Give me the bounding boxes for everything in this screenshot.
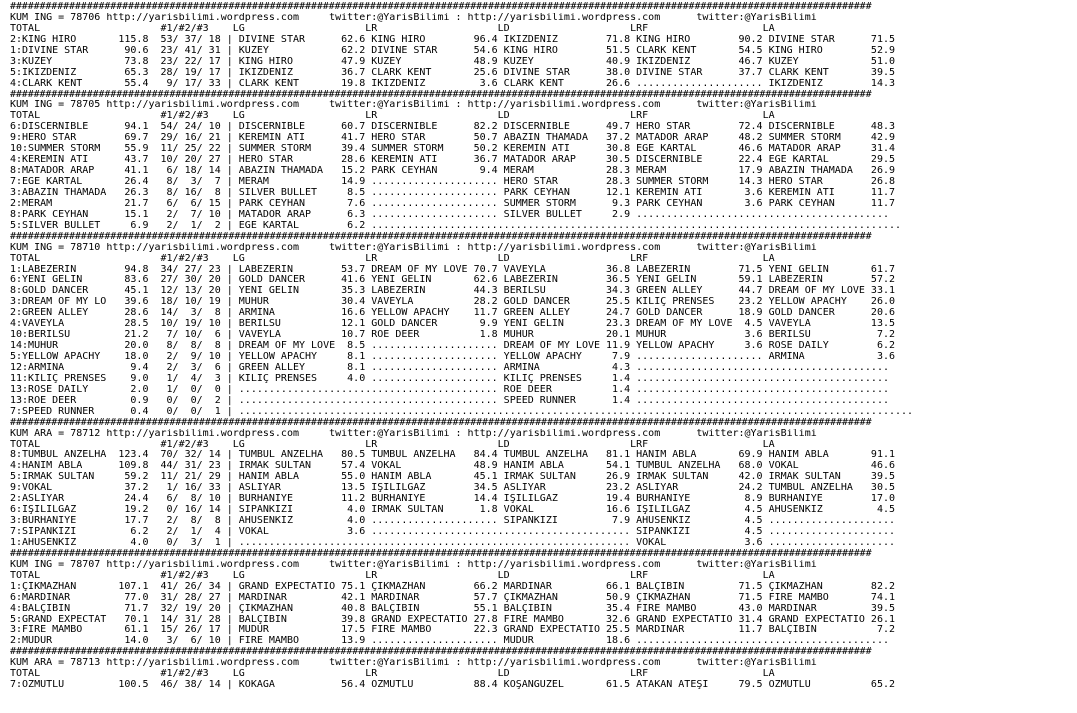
data-row: 2:GREEN ALLEY 28.6 14/ 3/ 8 | ARMINA 16.6 YELLOW APACHY 11.7 GREEN ALLEY 24.7 GOLD DANCER 18.9 GOLD DANCER 20.6 bbox=[10, 308, 896, 319]
data-row: 11:KILIÇ PRENSES 9.0 1/ 4/ 3 | KILIÇ PRENSES 4.0 ..................... KILIÇ PRENSES 1.4 .......................................... bbox=[10, 373, 889, 384]
data-row: 8:PARK CEYHAN 15.1 2/ 7/ 10 | MATADOR ARAP 6.3 ..................... SILVER BULLET 2.9 .......................................... bbox=[10, 209, 889, 220]
separator-line: ################################################################################################################################################## bbox=[10, 2, 872, 12]
column-header: TOTAL #1/#2/#3 LG LR LD LRF LA bbox=[10, 23, 775, 34]
data-row: 14:MÜHÜR 20.0 8/ 8/ 8 | DREAM OF MY LOVE 8.5 ..................... DREAM OF MY LOVE 11.9 YELLOW APACHY 3.6 ROSE DAILY 6.2 bbox=[10, 341, 896, 352]
data-row: 4:HANIM ABLA 109.8 44/ 31/ 23 | IRMAK SULTAN 57.4 VOKAL 48.9 HANIM ABLA 54.1 TUMBUL ANZELHA 68.0 VOKAL 46.6 bbox=[10, 461, 896, 472]
data-row: 1:LABEZERIN 94.8 34/ 27/ 23 | LABEZERIN 53.7 DREAM OF MY LOVE 70.7 VAVEYLA 36.8 LABEZERIN 71.5 YENİ GELİN 61.7 bbox=[10, 264, 896, 275]
data-row: 7:ÖZMUTLU 100.5 46/ 38/ 14 | KOKAĞA 56.4 ÖZMUTLU 88.4 KOŞANGÜZEL 61.5 ATAKAN ATEŞİ 79.5 ÖZMUTLU 65.2 bbox=[10, 680, 896, 691]
data-row: 9:HERO STAR 69.7 29/ 16/ 21 | KEREMİN ATI 41.7 HERO STAR 50.7 ABAZIN THAMADA 37.2 MATADOR ARAP 48.2 SUMMER STORM 42.9 bbox=[10, 133, 896, 144]
data-row: 8:MATADOR ARAP 41.1 6/ 18/ 14 | ABAZIN THAMADA 15.2 PARK CEYHAN 9.4 MERAM 28.3 MERAM 17.9 ABAZIN THAMADA 26.9 bbox=[10, 166, 896, 177]
data-row: 13:ROE DEER 0.9 0/ 0/ 2 | ........................................... SPEED RUNNER 1.4 .......................................... bbox=[10, 395, 889, 406]
race-header: KUM ARA = 78712 http://yarisbilimi.wordpress.com twitter:@YarisBilimi : http://yarisbilimi.wordpress.com twitter:@YarisBilimi bbox=[10, 428, 817, 439]
separator-line: ################################################################################################################################################## bbox=[10, 647, 872, 658]
data-row: 6:IŞILILGAZ 19.2 0/ 16/ 14 | SİPANKIZI 4.0 IRMAK SULTAN 1.8 VOKAL 16.6 IŞILILGAZ 4.5 AHUSENKIZ 4.5 bbox=[10, 505, 896, 516]
data-row: 12:ARMINA 9.4 2/ 3/ 6 | GREEN ALLEY 8.1 ..................... ARMINA 4.3 .......................................... bbox=[10, 362, 889, 373]
column-header: TOTAL #1/#2/#3 LG LR LD LRF LA bbox=[10, 253, 775, 264]
data-row: 10:SUMMER STORM 55.9 11/ 25/ 22 | SUMMER STORM 39.4 SUMMER STORM 50.2 KEREMİN ATI 30.8 EGE KARTAL 46.6 MATADOR ARAP 31.4 bbox=[10, 144, 896, 155]
data-row: 2:KING HIRO 115.8 53/ 37/ 18 | DIVINE STAR 62.6 KING HIRO 96.4 İKİZDENİZ 71.8 KING HIRO 90.2 DIVINE STAR 71.5 bbox=[10, 34, 896, 45]
data-row: 3:FIRE MAMBO 61.1 15/ 26/ 17 | MÜDÜR 17.5 FIRE MAMBO 22.3 GRAND EXPECTATIO 25.5 MARDINAR 11.7 BALÇIBİN 7.2 bbox=[10, 625, 896, 636]
data-row: 13:ROSE DAILY 2.0 1/ 0/ 0 | ........................................... ROE DEER 1.4 .......................................... bbox=[10, 384, 889, 395]
data-row: 8:TUMBUL ANZELHA 123.4 70/ 32/ 14 | TUMBUL ANZELHA 80.5 TUMBUL ANZELHA 84.4 TUMBUL ANZELHA 81.1 HANIM ABLA 69.9 HANIM ABLA 91.1 bbox=[10, 450, 896, 461]
data-row: 8:GOLD DANCER 45.1 12/ 13/ 20 | YENİ GELİN 35.3 LABEZERIN 44.3 BERİLSU 34.3 GREEN ALLEY 44.7 DREAM OF MY LOVE 33.1 bbox=[10, 286, 896, 297]
data-row: 1:AHUSENKIZ 4.0 0/ 3/ 1 | ................................................................. VOKAL 3.6 ..................... bbox=[10, 537, 896, 548]
column-header: TOTAL #1/#2/#3 LG LR LD LRF LA bbox=[10, 111, 775, 122]
data-row: 2:MERAM 21.7 6/ 6/ 15 | PARK CEYHAN 7.6 ..................... SUMMER STORM 9.3 PARK CEYHAN 3.6 PARK CEYHAN 11.7 bbox=[10, 198, 896, 209]
data-row: 5:GRAND EXPECTAT 70.1 14/ 31/ 28 | BALÇIBİN 39.8 GRAND EXPECTATIO 27.8 FIRE MAMBO 32.6 GRAND EXPECTATIO 31.4 GRAND EXPECTATIO 26.1 bbox=[10, 614, 896, 625]
data-row: 2:ASLIYAR 24.4 6/ 8/ 10 | BURHANİYE 11.2 BURHANİYE 14.4 IŞILILGAZ 19.4 BURHANİYE 8.9 BURHANİYE 17.0 bbox=[10, 494, 896, 505]
race-header: KUM ING = 78706 http://yarisbilimi.wordpress.com twitter:@YarisBilimi : http://yarisbilimi.wordpress.com twitter:@YarisBilimi bbox=[10, 12, 817, 23]
data-row: 10:BERİLSU 21.2 7/ 10/ 6 | VAVEYLA 10.7 ROE DEER 1.8 MÜHÜR 20.1 MÜHÜR 3.6 BERİLSU 7.2 bbox=[10, 330, 896, 341]
data-row: 7:EGE KARTAL 26.4 8/ 3/ 7 | MERAM 14.9 ..................... HERO STAR 28.3 SUMMER STORM 14.3 HERO STAR 26.8 bbox=[10, 177, 896, 187]
data-row: 4:VAVEYLA 28.5 10/ 19/ 10 | BERİLSU 12.1 GOLD DANCER 9.9 YENİ GELİN 23.3 DREAM OF MY LOVE 4.5 VAVEYLA 13.5 bbox=[10, 319, 896, 330]
separator-line: ################################################################################################################################################## bbox=[10, 89, 872, 100]
data-row: 5:YELLOW APACHY 18.0 2/ 9/ 10 | YELLOW APACHY 8.1 ..................... YELLOW APACHY 7.9 ..................... ARMINA 3.6 bbox=[10, 352, 896, 362]
data-row: 3:BURHANİYE 17.7 2/ 8/ 8 | AHUSENKIZ 4.0 ..................... SİPANKIZI 7.9 AHUSENKIZ 4.5 ..................... bbox=[10, 516, 896, 527]
column-header: TOTAL #1/#2/#3 LG LR LD LRF LA bbox=[10, 669, 775, 680]
data-row: 1:DIVINE STAR 90.6 23/ 41/ 31 | KUZEY 62.2 DIVINE STAR 54.6 KING HIRO 51.5 CLARK KENT 54.5 KING HIRO 52.9 bbox=[10, 45, 896, 56]
data-row: 6:DISCERNIBLE 94.1 54/ 24/ 10 | DISCERNIBLE 60.7 DISCERNIBLE 82.2 DISCERNIBLE 49.7 HERO STAR 72.4 DISCERNIBLE 48.3 bbox=[10, 122, 896, 133]
column-header: TOTAL #1/#2/#3 LG LR LD LRF LA bbox=[10, 439, 775, 450]
data-row: 4:CLARK KENT 55.4 9/ 17/ 33 | CLARK KENT 19.8 İKİZDENİZ 3.6 CLARK KENT 26.6 ..................... İKİZDENİZ 14.3 bbox=[10, 78, 896, 89]
data-row: 4:BALÇIBİN 71.7 32/ 19/ 20 | ÇIKMAZHAN 40.8 BALÇIBİN 55.1 BALÇIBİN 35.4 FIRE MAMBO 43.0 MARDINAR 39.5 bbox=[10, 603, 896, 614]
data-row: 2:MÜDÜR 14.0 3/ 6/ 10 | FIRE MAMBO 13.9 ..................... MÜDÜR 18.6 .......................................... bbox=[10, 636, 889, 647]
race-header: KUM ING = 78705 http://yarisbilimi.wordpress.com twitter:@YarisBilimi : http://yarisbilimi.wordpress.com twitter:@YarisBilimi bbox=[10, 100, 817, 111]
data-row: 6:MARDINAR 77.0 31/ 28/ 27 | MARDINAR 42.1 MARDINAR 57.7 ÇIKMAZHAN 50.9 ÇIKMAZHAN 71.5 FIRE MAMBO 74.1 bbox=[10, 592, 896, 603]
race-header: KUM ING = 78710 http://yarisbilimi.wordpress.com twitter:@YarisBilimi : http://yarisbilimi.wordpress.com twitter:@YarisBilimi bbox=[10, 242, 817, 253]
data-row: 4:KEREMİN ATI 43.7 10/ 20/ 27 | HERO STAR 28.6 KEREMİN ATI 36.7 MATADOR ARAP 30.5 DISCERNIBLE 22.4 EGE KARTAL 29.5 bbox=[10, 155, 896, 166]
separator-line: ################################################################################################################################################## bbox=[10, 417, 872, 428]
data-row: 5:İKİZDENİZ 65.3 28/ 19/ 17 | İKİZDENİZ 36.7 CLARK KENT 25.6 DIVINE STAR 38.0 DIVINE STAR 37.7 CLARK KENT 39.5 bbox=[10, 67, 896, 78]
data-row: 5:SILVER BULLET 6.9 2/ 1/ 2 | EGE KARTAL 6.2 ........................................................................................ bbox=[10, 220, 902, 231]
race-header: KUM ING = 78707 http://yarisbilimi.wordpress.com twitter:@YarisBilimi : http://yarisbilimi.wordpress.com twitter:@YarisBilimi bbox=[10, 559, 817, 570]
separator-line: ################################################################################################################################################## bbox=[10, 231, 872, 242]
data-row: 7:SPEED RUNNER 0.4 0/ 0/ 1 | ................................................................................................................ bbox=[10, 406, 914, 417]
race-header: KUM ARA = 78713 http://yarisbilimi.wordpress.com twitter:@YarisBilimi : http://yarisbilimi.wordpress.com twitter:@YarisBilimi bbox=[10, 658, 817, 669]
data-row: 6:YENİ GELİN 83.6 27/ 30/ 20 | GOLD DANCER 41.6 YENİ GELİN 62.6 LABEZERIN 36.5 YENİ GELİN 59.1 LABEZERIN 57.2 bbox=[10, 275, 896, 286]
data-row: 5:IRMAK SULTAN 59.2 11/ 21/ 29 | HANIM ABLA 55.0 HANIM ABLA 45.1 IRMAK SULTAN 26.9 IRMAK SULTAN 42.0 IRMAK SULTAN 39.5 bbox=[10, 472, 896, 483]
data-row: 1:ÇIKMAZHAN 107.1 41/ 26/ 34 | GRAND EXPECTATIO 75.1 ÇIKMAZHAN 66.2 MARDINAR 66.1 BALÇIBİN 71.5 ÇIKMAZHAN 82.2 bbox=[10, 581, 896, 592]
column-header: TOTAL #1/#2/#3 LG LR LD LRF LA bbox=[10, 570, 775, 581]
data-row: 3:KUZEY 73.8 23/ 22/ 17 | KING HIRO 47.9 KUZEY 48.9 KUZEY 40.9 İKİZDENİZ 46.7 KUZEY 51.0 bbox=[10, 56, 896, 67]
data-row: 7:SİPANKIZI 6.2 2/ 1/ 4 | VOKAL 3.6 ........................................... SİPANKIZI 4.5 ..................... bbox=[10, 527, 896, 537]
separator-line: ################################################################################################################################################## bbox=[10, 548, 872, 559]
data-row: 9:VOKAL 37.2 1/ 16/ 33 | ASLIYAR 13.5 IŞILILGAZ 34.5 ASLIYAR 23.2 ASLIYAR 24.2 TUMBUL ANZELHA 30.5 bbox=[10, 483, 896, 494]
data-row: 3:ABAZIN THAMADA 26.3 8/ 16/ 8 | SILVER BULLET 8.5 ..................... PARK CEYHAN 12.1 KEREMİN ATI 3.6 KEREMİN ATI 11.7 bbox=[10, 187, 896, 198]
data-row: 3:DREAM OF MY LO 39.6 18/ 10/ 19 | MÜHÜR 30.4 VAVEYLA 28.2 GOLD DANCER 25.5 KILIÇ PRENSES 23.2 YELLOW APACHY 26.0 bbox=[10, 297, 896, 308]
